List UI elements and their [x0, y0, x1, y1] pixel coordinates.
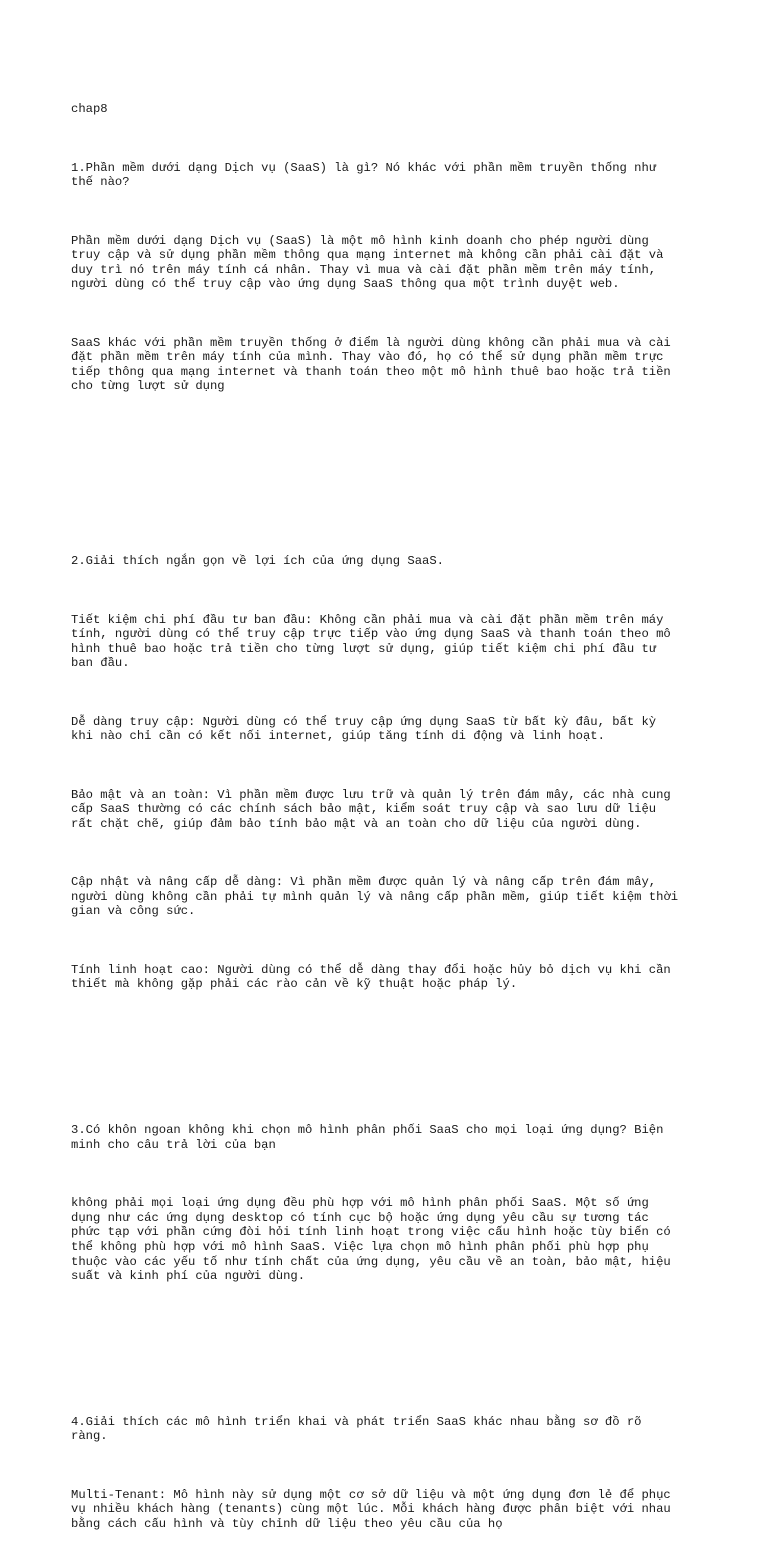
- spacer: [71, 452, 711, 510]
- chapter-heading: [71, 102, 711, 117]
- answer-1-paragraph-2: SaaS khác với phần mềm truyền thống ở điểm là người dùng không cần phải mua và cài đặt phần mềm trên máy tính của mình. Thay vào đó, họ có thể sử dụng phần mềm trực tiếp thông qua mạng internet và thanh toán theo một mô hình thuê bao hoặc trả tiền cho từng lượt sử dụng: [71, 335, 671, 394]
- answer-2-paragraph-3: Bảo mật và an toàn: Vì phần mềm được lưu trữ và quản lý trên đám mây, các nhà cung cấp SaaS thường có các chính sách bảo mật, kiểm soát truy cập và sao lưu dữ liệu rất chặt chẽ, giúp đảm bảo tính bảo mật và an toàn cho dữ liệu của người dùng.: [71, 787, 671, 831]
- question-1: 1.Phần mềm dưới dạng Dịch vụ (SaaS) là gì? Nó khác với phần mềm truyền thống như thế nào?: [71, 160, 657, 190]
- answer-3-paragraph-1: không phải mọi loại ứng dụng đều phù hợp với mô hình phân phối SaaS. Một số ứng dụng như các ứng dụng desktop có tính cục bộ hoặc ứng dụng yêu cầu sự tương tác phức tạp với phần cứng đòi hỏi tính linh hoạt trong việc cấu hình hoặc tùy biến có thể không phù hợp với mô hình SaaS. Việc lựa chọn mô hình phân phối phù hợp phụ thuộc vào các yếu tố như tính chất của ứng dụng, yêu cầu về an toàn, bảo mật, hiệu suất và kinh phí của người dùng.: [71, 1196, 671, 1284]
- question-3: 3.Có khôn ngoan không khi chọn mô hình phân phối SaaS cho mọi loại ứng dụng? Biện minh cho câu trả lời của bạn: [71, 1123, 664, 1152]
- answer-2-paragraph-2: Dễ dàng truy cập: Người dùng có thể truy cập ứng dụng SaaS từ bất kỳ đâu, bất kỳ khi nào chỉ cần có kết nối internet, giúp tăng tính di động và linh hoạt.: [71, 714, 657, 744]
- chapter-label: chap8: [71, 102, 108, 117]
- document-page: [71, 73, 711, 1561]
- spacer: [71, 1342, 711, 1371]
- question-4: 4.Giải thích các mô hình triển khai và phát triển SaaS khác nhau bằng sơ đồ rõ ràng.: [71, 1414, 642, 1444]
- answer-4-paragraph-1: Multi-Tenant: Mô hình này sử dụng một cơ sở dữ liệu và một ứng dụng đơn lẻ để phục vụ nhiều khách hàng (tenants) cùng một lúc. Mỗi khách hàng được phân biệt với nhau bằng cách cấu hình và tùy chỉnh dữ liệu theo yêu cầu của họ: [71, 1487, 671, 1532]
- answer-2-paragraph-4: Cập nhật và nâng cấp dễ dàng: Vì phần mềm được quản lý và nâng cấp trên đám mây, người dùng không cần phải tự mình quản lý và nâng cấp phần mềm, giúp tiết kiệm thời gian và công sức.: [71, 875, 679, 919]
- answer-1-paragraph-1: Phần mềm dưới dạng Dịch vụ (SaaS) là một mô hình kinh doanh cho phép người dùng truy cập và sử dụng phần mềm thông qua mạng internet mà không cần phải cài đặt và duy trì nó trên máy tính cá nhân. Thay vì mua và cài đặt phần mềm trên máy tính, người dùng có thể truy cập vào ứng dụng SaaS thông qua một trình duyệt web.: [71, 233, 664, 292]
- spacer: [71, 1050, 711, 1079]
- answer-2-paragraph-1: Tiết kiệm chi phí đầu tư ban đầu: Không cần phải mua và cài đặt phần mềm trên máy tính, người dùng có thể truy cập trực tiếp vào ứng dụng SaaS và thanh toán theo mô hình thuê bao hoặc trả tiền cho từng lượt sử dụng, giúp tiết kiệm chi phí đầu tư ban đầu.: [71, 612, 671, 671]
- question-2: 2.Giải thích ngắn gọn về lợi ích của ứng dụng SaaS.: [71, 554, 444, 569]
- answer-2-paragraph-5: Tính linh hoạt cao: Người dùng có thể dễ dàng thay đổi hoặc hủy bỏ dịch vụ khi cần thiết mà không gặp phải các rào cản về kỹ thuật hoặc pháp lý.: [71, 962, 671, 992]
